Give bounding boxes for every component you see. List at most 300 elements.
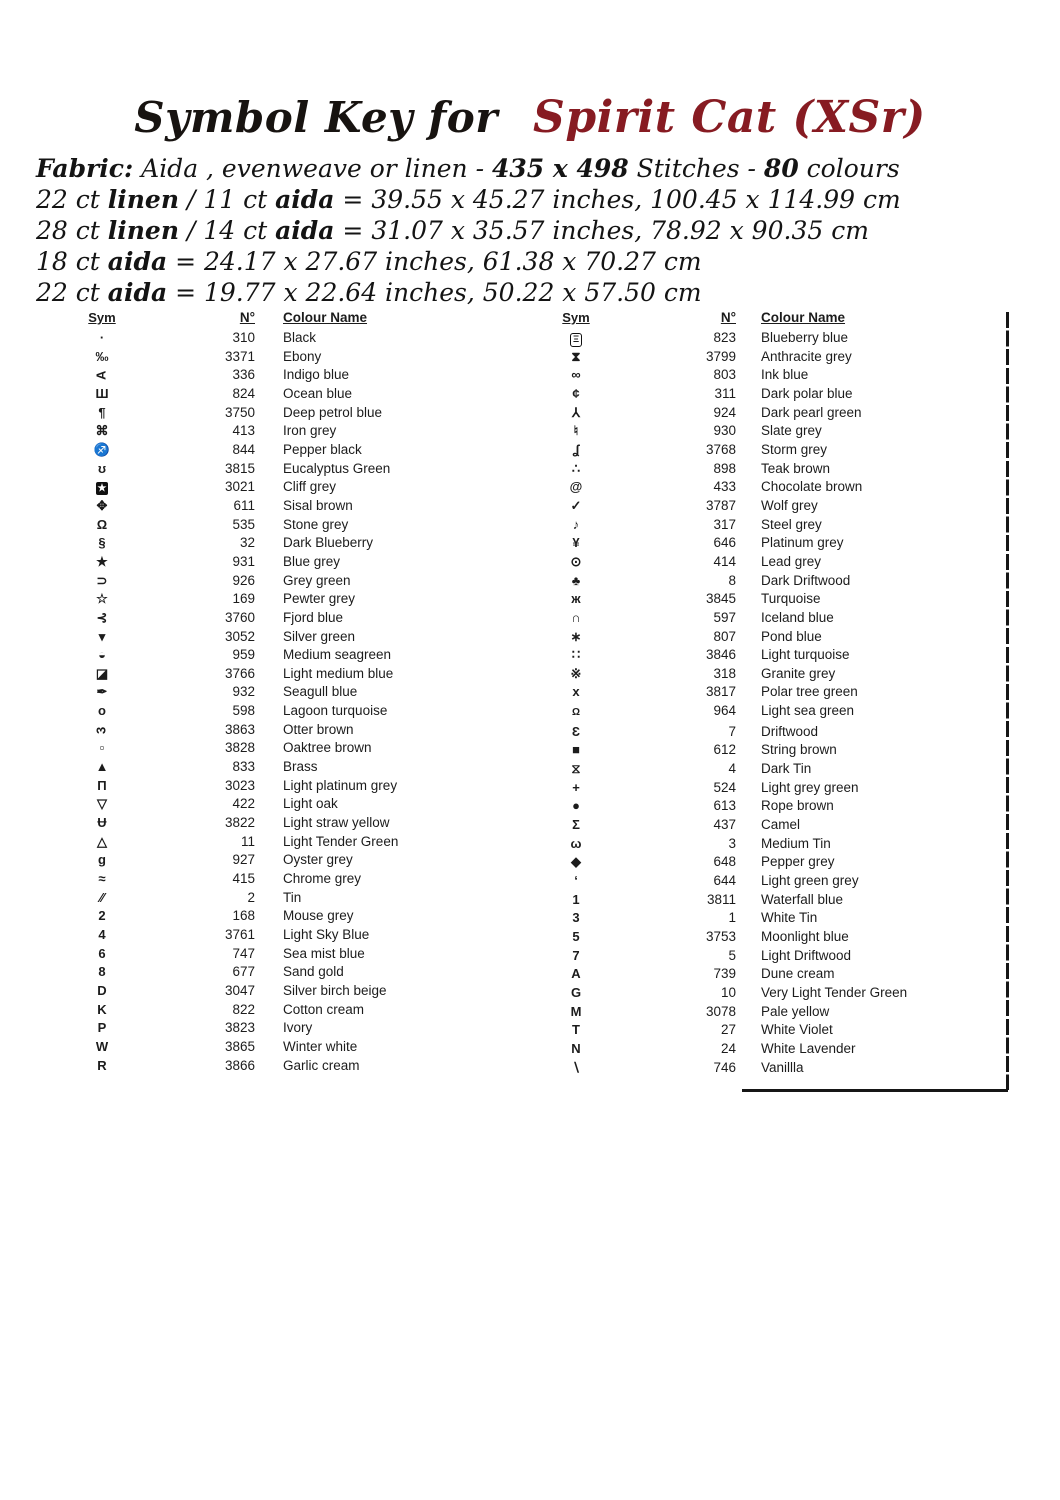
stitch-symbol-icon: @ — [569, 479, 583, 495]
symbol-cell — [62, 366, 142, 385]
key-row — [62, 721, 532, 740]
floss-number: 3023 — [224, 777, 255, 793]
stitch-symbol-icon: ⧗ — [571, 348, 581, 364]
key-row — [534, 665, 1004, 684]
stitch-symbol-icon: ‰ — [95, 348, 109, 364]
symbol-cell — [534, 928, 618, 947]
symbol-cell — [62, 516, 142, 535]
symbol-cell — [534, 965, 618, 984]
key-row — [62, 795, 532, 814]
key-row — [62, 590, 532, 609]
symbol-cell — [534, 422, 618, 441]
key-row — [62, 1019, 532, 1038]
key-row — [62, 1057, 532, 1076]
floss-number: 3799 — [705, 348, 736, 364]
colour-name: Ebony — [283, 348, 322, 364]
symbol-cell — [62, 889, 142, 908]
symbol-cell — [62, 497, 142, 516]
colour-name: Dark pearl green — [761, 404, 862, 420]
colour-name: Ocean blue — [283, 385, 353, 401]
colour-name: Sisal brown — [283, 497, 353, 513]
stitch-symbol-icon: D — [97, 982, 107, 998]
floss-number: 168 — [232, 908, 255, 924]
key-row — [534, 702, 1004, 723]
floss-number: 611 — [233, 497, 255, 513]
floss-number: 648 — [713, 854, 736, 870]
table-header — [62, 306, 532, 329]
stitch-symbol-icon: ⊃ — [96, 572, 108, 588]
symbol-cell — [534, 590, 618, 609]
floss-number: 926 — [232, 572, 255, 588]
floss-number: 437 — [713, 817, 736, 833]
floss-number: 927 — [232, 852, 255, 868]
stitch-symbol-icon: Ω — [571, 707, 581, 719]
stitch-symbol-icon: ★ — [96, 553, 108, 569]
symbol-cell — [534, 872, 618, 891]
floss-number: 3078 — [705, 1003, 736, 1019]
stitch-symbol-icon: ʊ — [97, 460, 107, 476]
key-row — [62, 553, 532, 572]
stitch-symbol-icon: o — [98, 703, 106, 719]
colour-name: Black — [283, 330, 317, 345]
key-row — [62, 348, 532, 367]
floss-number: 924 — [713, 404, 736, 420]
colour-name: Ink blue — [761, 367, 809, 383]
key-row — [534, 646, 1004, 665]
symbol-cell — [534, 329, 618, 348]
key-row — [62, 646, 532, 665]
symbol-cell — [534, 1003, 618, 1022]
colour-name: Iceland blue — [761, 609, 834, 625]
stitch-symbol-icon: 7 — [572, 947, 580, 963]
floss-number: 10 — [720, 984, 736, 1000]
key-row — [534, 1059, 1004, 1078]
colour-name: Lagoon turquoise — [283, 703, 388, 719]
stitch-symbol-icon: ¥ — [572, 535, 580, 551]
symbol-cell — [62, 907, 142, 926]
colour-name: Dark polar blue — [761, 385, 853, 401]
stitch-symbol-icon: ∞ — [571, 367, 581, 383]
colour-name: Lead grey — [761, 553, 822, 569]
key-row — [534, 909, 1004, 928]
colour-name: Storm grey — [761, 441, 828, 457]
stitch-symbol-icon: § — [98, 535, 106, 551]
colour-name: Light medium blue — [283, 665, 394, 681]
symbol-cell — [62, 441, 142, 460]
stitch-symbol-icon: ‘ — [574, 873, 578, 889]
floss-number: 959 — [232, 647, 255, 663]
fabric-line — [36, 277, 901, 308]
stitch-symbol-icon: △ — [97, 833, 107, 849]
key-row — [534, 534, 1004, 553]
colour-name: Light oak — [283, 796, 338, 812]
stitch-symbol-icon: ∕∕ — [99, 889, 105, 905]
colour-name: Deep petrol blue — [283, 404, 383, 420]
key-row — [534, 366, 1004, 385]
key-row — [534, 1021, 1004, 1040]
fabric-text: 22 ct — [36, 278, 108, 307]
stitch-symbol-icon: Ʉ — [97, 815, 107, 831]
key-row — [62, 683, 532, 702]
fabric-text: aida — [275, 216, 335, 245]
symbol-cell — [62, 814, 142, 833]
floss-number: 747 — [232, 945, 255, 961]
key-row — [534, 516, 1004, 535]
floss-number: 844 — [232, 441, 255, 457]
symbol-cell — [62, 590, 142, 609]
key-table-left — [62, 306, 532, 1075]
colour-name: Oyster grey — [283, 852, 353, 868]
symbol-cell — [534, 741, 618, 760]
colour-name: Silver green — [283, 628, 356, 644]
key-row — [534, 947, 1004, 966]
fabric-text: linen — [107, 216, 180, 245]
stitch-symbol-icon: Σ — [572, 817, 580, 833]
symbol-cell — [534, 779, 618, 798]
floss-number: 3750 — [224, 404, 255, 420]
symbol-cell — [534, 366, 618, 385]
floss-number: 433 — [713, 479, 736, 495]
floss-number: 3846 — [705, 647, 736, 663]
fabric-text: linen — [107, 185, 180, 214]
key-row — [534, 797, 1004, 816]
colour-name: Turquoise — [761, 591, 821, 607]
floss-number: 32 — [239, 535, 255, 551]
symbol-cell — [62, 385, 142, 404]
key-row — [62, 814, 532, 833]
header-colour-name: Colour Name — [761, 310, 846, 325]
header-sym: Sym — [88, 310, 116, 325]
stitch-symbol-icon: 3 — [572, 910, 580, 926]
symbol-cell — [62, 422, 142, 441]
colour-name: Light turquoise — [761, 647, 850, 663]
symbol-cell — [534, 723, 618, 742]
colour-name: Light Sky Blue — [283, 927, 370, 942]
key-row — [62, 609, 532, 628]
floss-number: 318 — [713, 665, 736, 681]
stitch-symbol-icon: x — [572, 684, 580, 700]
symbol-cell — [534, 385, 618, 404]
stitch-symbol-icon: ✒ — [96, 684, 108, 700]
stitch-symbol-icon: 8 — [98, 964, 106, 980]
stitch-symbol-icon: R — [97, 1057, 107, 1073]
floss-number: 415 — [232, 871, 255, 887]
floss-number: 24 — [720, 1040, 736, 1056]
symbol-cell — [62, 758, 142, 777]
stitch-symbol-icon: 1 — [572, 891, 580, 907]
stitch-symbol-icon: K — [97, 1001, 107, 1017]
floss-number: 3811 — [706, 891, 736, 907]
symbol-cell — [62, 833, 142, 852]
floss-number: 336 — [232, 367, 255, 383]
symbol-cell — [534, 609, 618, 628]
symbol-cell — [62, 945, 142, 964]
floss-number: 3760 — [224, 609, 255, 625]
symbol-cell — [534, 760, 618, 779]
symbol-cell — [534, 853, 618, 872]
symbol-cell — [534, 891, 618, 910]
floss-number: 3371 — [224, 348, 255, 364]
floss-number: 3761 — [224, 927, 255, 942]
floss-number: 4 — [728, 761, 736, 777]
key-row — [534, 553, 1004, 572]
fabric-line — [36, 246, 901, 277]
colour-name: Light grey green — [761, 779, 859, 795]
symbol-cell — [62, 777, 142, 796]
symbol-cell — [534, 1040, 618, 1059]
symbol-cell — [534, 984, 618, 1003]
symbol-cell — [534, 909, 618, 928]
key-table-right — [534, 306, 1004, 1077]
stitch-symbol-icon: W — [95, 1038, 109, 1054]
floss-number: 803 — [713, 367, 736, 383]
colour-name: Light platinum grey — [283, 777, 398, 793]
floss-number: 11 — [240, 833, 255, 849]
key-row — [534, 816, 1004, 835]
floss-number: 3047 — [224, 982, 255, 998]
symbol-cell — [62, 404, 142, 423]
key-row — [62, 833, 532, 852]
key-row — [62, 572, 532, 591]
stitch-symbol-icon: ⊙ — [570, 553, 582, 569]
colour-name: Platinum grey — [761, 535, 844, 551]
colour-name: Tin — [283, 889, 302, 905]
colour-name: Teak brown — [761, 460, 831, 476]
floss-number: 931 — [232, 553, 255, 569]
fabric-line — [36, 184, 901, 215]
stitch-symbol-icon: ● — [572, 798, 580, 814]
key-row — [534, 329, 1004, 348]
stitch-symbol-icon: ∖ — [571, 1059, 581, 1075]
key-row — [534, 609, 1004, 628]
colour-name: White Violet — [761, 1022, 833, 1038]
stitch-symbol-icon: ¶ — [98, 404, 106, 420]
key-row — [62, 982, 532, 1001]
floss-number: 598 — [232, 703, 255, 719]
key-row — [534, 835, 1004, 854]
fabric-text: = 24.17 x 27.67 inches, 61.38 x 70.27 cm — [167, 247, 702, 276]
key-row — [62, 945, 532, 964]
fabric-text: = 31.07 x 35.57 inches, 78.92 x 90.35 cm — [334, 216, 869, 245]
key-row — [534, 984, 1004, 1003]
header-number: N° — [720, 310, 736, 325]
pattern-name: Spirit Cat (XSr) — [533, 92, 926, 143]
symbol-cell — [62, 348, 142, 367]
stitch-symbol-icon: 5 — [572, 929, 580, 944]
key-row — [62, 329, 532, 348]
symbol-cell — [534, 1059, 618, 1078]
table-header — [534, 306, 1004, 329]
colour-name: Cotton cream — [283, 1001, 365, 1017]
symbol-cell — [62, 870, 142, 889]
symbol-cell — [534, 348, 618, 367]
stitch-symbol-icon: ☆ — [96, 591, 108, 607]
colour-name: Steel grey — [761, 516, 822, 532]
colour-name: String brown — [761, 742, 837, 758]
floss-number: 3817 — [705, 684, 736, 700]
colour-name: Blueberry blue — [761, 330, 849, 345]
floss-number: 414 — [713, 553, 736, 569]
stitch-symbol-icon: A — [571, 966, 581, 982]
colour-name: Sand gold — [283, 964, 344, 980]
stitch-symbol-icon: ∩ — [571, 609, 581, 625]
symbol-cell — [62, 665, 142, 684]
table-bottom-border — [742, 1089, 1008, 1092]
symbol-cell — [62, 572, 142, 591]
stitch-symbol-icon: ɡ — [98, 852, 106, 868]
symbol-cell — [62, 478, 142, 497]
colour-name: Oaktree brown — [283, 740, 372, 756]
colour-name: Pepper grey — [761, 854, 835, 870]
symbol-cell — [62, 628, 142, 647]
colour-name: Dark Tin — [761, 761, 812, 777]
symbol-cell — [534, 516, 618, 535]
colour-name: Ivory — [283, 1020, 313, 1036]
stitch-symbol-icon: Π — [97, 777, 107, 793]
key-row — [534, 723, 1004, 742]
colour-name: Indigo blue — [283, 367, 350, 383]
stitch-symbol-icon: ⊰ — [96, 609, 108, 625]
floss-number: 3052 — [224, 628, 255, 644]
colour-name: Brass — [283, 759, 318, 775]
floss-number: 3 — [728, 835, 736, 851]
colour-name: Pale yellow — [761, 1003, 830, 1019]
key-row — [534, 422, 1004, 441]
key-row — [62, 777, 532, 796]
stitch-symbol-icon: ◆ — [571, 854, 581, 870]
colour-name: Silver birch beige — [283, 982, 387, 998]
stitch-symbol-icon: G — [570, 984, 582, 1000]
stitch-symbol-icon: ≈ — [98, 871, 106, 887]
key-row — [534, 628, 1004, 647]
floss-number: 823 — [713, 330, 736, 345]
symbol-cell — [534, 797, 618, 816]
fabric-line — [36, 215, 901, 246]
colour-name: Dark Blueberry — [283, 535, 374, 551]
symbol-cell — [62, 1019, 142, 1038]
symbol-cell — [534, 497, 618, 516]
stitch-symbol-icon: Ξ — [570, 333, 582, 347]
colour-name: Otter brown — [283, 721, 354, 737]
symbol-cell — [534, 1021, 618, 1040]
floss-number: 807 — [713, 628, 736, 644]
floss-number: 3863 — [224, 721, 255, 737]
floss-number: 822 — [232, 1001, 255, 1017]
symbol-cell — [534, 646, 618, 665]
stitch-symbol-icon: ★ — [97, 483, 107, 495]
floss-number: 3823 — [224, 1020, 255, 1036]
stitch-symbol-icon: 6 — [98, 945, 106, 961]
key-row — [62, 534, 532, 553]
colour-name: Pewter grey — [283, 591, 356, 607]
floss-number: 7 — [728, 723, 736, 739]
floss-number: 3822 — [224, 815, 255, 831]
colour-name: Light straw yellow — [283, 815, 390, 831]
symbol-cell — [534, 404, 618, 423]
stitch-symbol-icon: T — [572, 1022, 580, 1038]
floss-number: 3815 — [224, 460, 255, 476]
colour-name: Garlic cream — [283, 1057, 360, 1073]
colour-name: Medium seagreen — [283, 647, 392, 663]
colour-name: Dune cream — [761, 966, 835, 982]
symbol-cell — [62, 1057, 142, 1076]
floss-number: 646 — [713, 535, 736, 551]
stitch-symbol-icon: ⅄ — [572, 404, 580, 420]
colour-name: Vanillla — [761, 1059, 804, 1075]
stitch-symbol-icon: ▽ — [97, 796, 107, 812]
symbol-cell — [62, 851, 142, 870]
stitch-symbol-icon: ▾ — [98, 628, 106, 644]
symbol-cell — [62, 646, 142, 665]
floss-number: 317 — [713, 516, 736, 532]
colour-name: Waterfall blue — [761, 891, 844, 907]
key-row — [534, 572, 1004, 591]
floss-number: 3768 — [705, 441, 736, 457]
key-row — [534, 441, 1004, 460]
fabric-text: / 14 ct — [179, 216, 276, 245]
key-row — [62, 628, 532, 647]
fabric-text: 22 ct — [36, 185, 108, 214]
symbol-cell — [534, 947, 618, 966]
colour-name: Driftwood — [761, 723, 819, 739]
colour-name: Grey green — [283, 572, 351, 588]
key-row — [62, 1001, 532, 1020]
stitch-symbol-icon: + — [572, 779, 580, 795]
stitch-symbol-icon: ж — [571, 591, 581, 607]
stitch-symbol-icon: · — [99, 330, 105, 345]
symbol-cell — [62, 1001, 142, 1020]
key-row — [62, 758, 532, 777]
fabric-text: colours — [798, 154, 900, 183]
symbol-cell — [534, 628, 618, 647]
floss-number: 612 — [713, 742, 736, 758]
fabric-info — [36, 153, 901, 308]
colour-name: Wolf grey — [761, 497, 818, 513]
stitch-symbol-icon: N — [571, 1040, 581, 1056]
colour-name: Granite grey — [761, 665, 836, 681]
stitch-symbol-icon: Ω — [96, 516, 108, 532]
stitch-symbol-icon: ∗ — [570, 628, 582, 644]
colour-name: Eucalyptus Green — [283, 460, 391, 476]
floss-number: 677 — [232, 964, 255, 980]
colour-name: Chocolate brown — [761, 479, 863, 495]
fabric-text: 28 ct — [36, 216, 108, 245]
floss-number: 3753 — [705, 929, 736, 944]
stitch-symbol-icon: 4 — [98, 927, 106, 942]
fabric-text: aida — [107, 278, 168, 307]
colour-name: Fjord blue — [283, 609, 344, 625]
symbol-cell — [62, 795, 142, 814]
fabric-text: Fabric: — [36, 154, 134, 183]
colour-name: Dark Driftwood — [761, 572, 851, 588]
symbol-cell — [62, 534, 142, 553]
colour-name: Pepper black — [283, 441, 362, 457]
stitch-symbol-icon: ʆ — [572, 441, 580, 457]
stitch-symbol-icon: ♣ — [571, 572, 581, 588]
stitch-symbol-icon: ◪ — [95, 665, 109, 681]
floss-number: 524 — [713, 779, 736, 795]
header-colour-name: Colour Name — [283, 310, 368, 325]
symbol-cell — [62, 963, 142, 982]
symbol-cell — [62, 329, 142, 348]
floss-number: 3865 — [224, 1038, 255, 1054]
key-row — [534, 928, 1004, 947]
key-row — [534, 891, 1004, 910]
key-row — [62, 907, 532, 926]
stitch-symbol-icon: ω — [570, 835, 582, 851]
colour-name: Slate grey — [761, 423, 822, 439]
colour-name: Medium Tin — [761, 835, 831, 851]
